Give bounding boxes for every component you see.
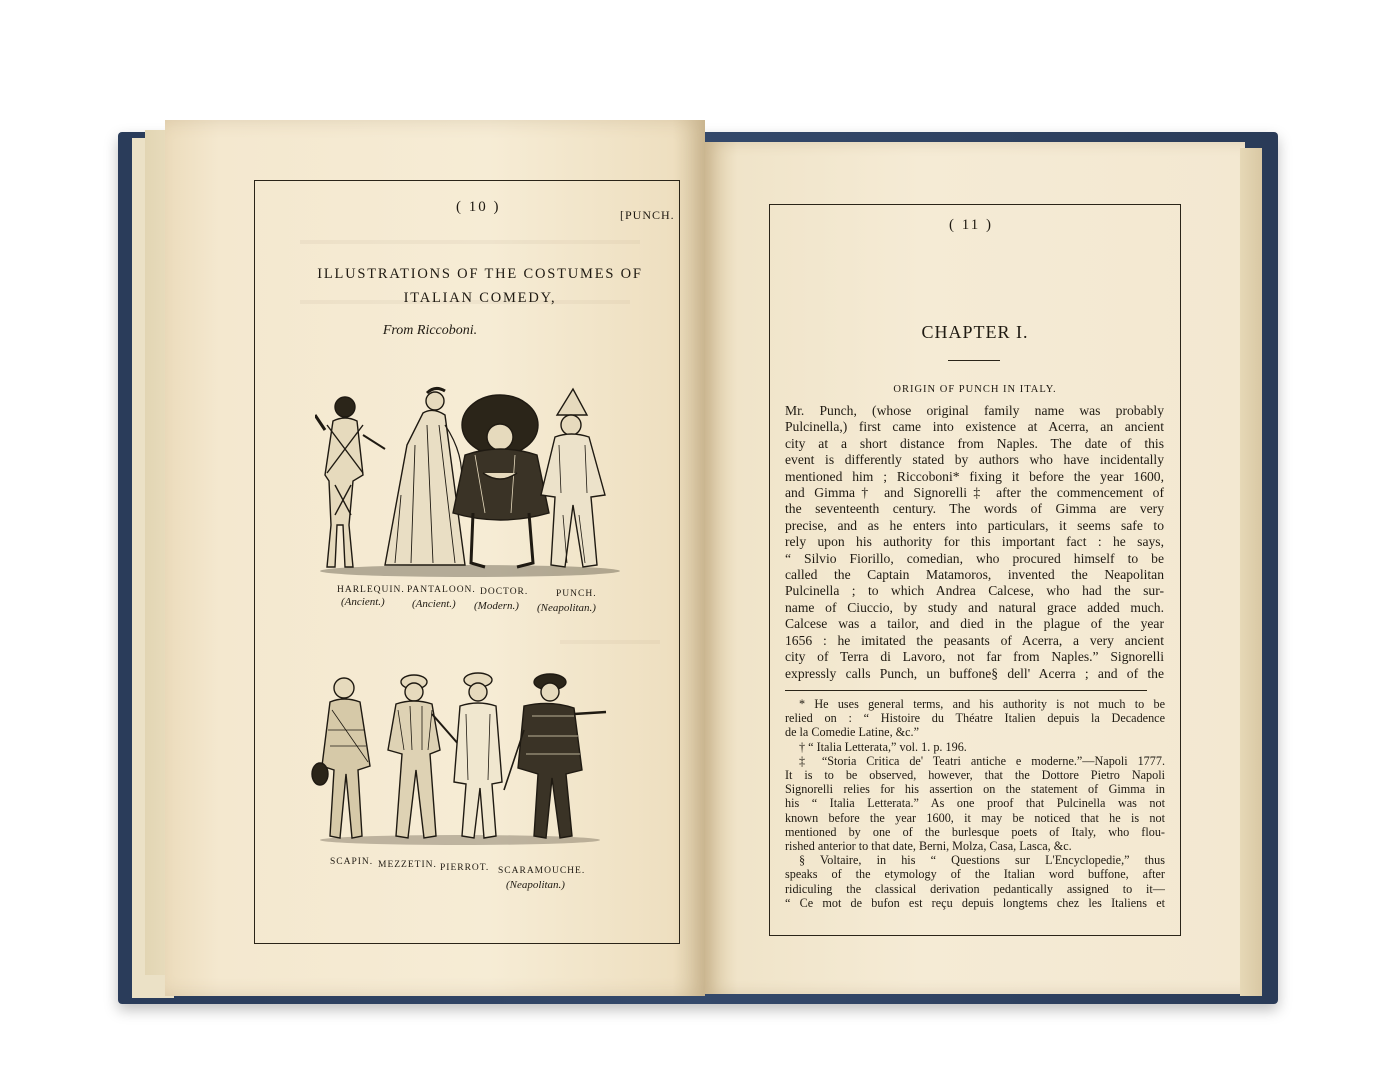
figure-punch	[541, 389, 605, 567]
illustration-title	[300, 262, 660, 310]
page-number-left: ( 10 )	[456, 199, 501, 215]
footnote-line: § Voltaire, in his “ Questions sur L'Encyclopedie,” thus	[799, 853, 1165, 868]
figure-mezzetin	[388, 675, 460, 838]
body-line: precise, and as he enters into particulars, it seems safe to	[785, 517, 1164, 533]
illustration-title-line1: ILLUSTRATIONS OF THE COSTUMES OF	[317, 266, 643, 282]
footnote-line: relied on : “ Histoire du Théatre Italien depuis la Decadence	[785, 711, 1165, 726]
figure-scaramouche	[504, 674, 606, 838]
footnote-line: It is to be observed, however, that the Dottore Pietro Napoli	[785, 768, 1165, 783]
caption-note: (Ancient.)	[341, 596, 385, 608]
illustration-source: From Riccoboni.	[382, 323, 478, 338]
footnote-line: his “ Italia Letterata.” As one proof that Pulcinella was not	[785, 796, 1165, 811]
caption-name: SCAPIN.	[330, 857, 374, 867]
engraving-bottom-row	[310, 670, 615, 850]
caption-name: PUNCH.	[556, 589, 597, 599]
figure-pierrot	[454, 673, 502, 838]
caption-note: (Neapolitan.)	[506, 879, 565, 891]
caption-name: DOCTOR.	[480, 587, 529, 597]
body-line: “ Silvio Fiorillo, comedian, who procured himself to be	[785, 550, 1164, 566]
body-line: city at a short distance from Naples. The date of this	[785, 435, 1164, 451]
body-line: rely upon his authority for this important fact : he says,	[785, 534, 1164, 550]
right-page-stack	[1240, 148, 1262, 996]
footnote-line: ridiculing the classical derivation pedantically assigned to it—	[785, 881, 1165, 896]
caption-name: MEZZETIN.	[378, 860, 437, 870]
figure-scapin	[312, 678, 370, 838]
caption-note: (Modern.)	[474, 600, 519, 612]
engraving-top-row	[315, 385, 625, 580]
body-line: city of Terra di Lavoro, not far from Naples.” Signorelli	[785, 649, 1164, 665]
figure-pantaloon	[385, 388, 465, 565]
caption-note: (Neapolitan.)	[537, 602, 596, 614]
footnote-line: de la Comedie Latine, &c.”	[785, 725, 920, 740]
footnote-line: known before the year 1600, it may be noticed that he is not	[785, 810, 1165, 825]
footnote-line: speaks of the etymology of the Italian word buffone, after	[785, 867, 1165, 882]
body-line: Pulcinella ; to which Andrea Calcese, who had the sur-	[785, 583, 1164, 599]
figure-doctor	[453, 395, 549, 567]
chapter-heading: CHAPTER I.	[921, 322, 1029, 342]
footnote-rule	[785, 690, 1147, 691]
body-line: Calcese was a tailor, and died in the plague of the year	[785, 616, 1164, 632]
body-line: the seventeenth century. The words of Gimma are very	[785, 501, 1164, 517]
footnotes	[785, 697, 1165, 910]
body-line: name of Ciuccio, by study and natural grace added much.	[785, 599, 1164, 615]
illustration-title-line2: ITALIAN COMEDY,	[403, 290, 557, 306]
body-line: and Gimma† and Signorelli‡ after the commencement of	[785, 485, 1164, 501]
footnote-line: mentioned by one of the burlesque poets of Italy, who flou-	[785, 824, 1165, 839]
caption-name: PIERROT.	[440, 863, 490, 873]
footnote-line: * He uses general terms, and his authority is not much to be	[799, 697, 1165, 711]
caption-name: SCARAMOUCHE.	[498, 866, 586, 876]
body-line: called the Captain Matamoros, invented the Neapolitan	[785, 567, 1164, 583]
section-subheading: ORIGIN OF PUNCH IN ITALY.	[893, 384, 1057, 395]
body-line: expressly calls Punch, un buffone§ dell' Acerra ; and of the	[785, 665, 1164, 681]
running-head: [PUNCH.	[620, 208, 675, 222]
footnote-line: ‡ “Storia Critica de' Teatri antiche e moderne.”—Napoli 1777.	[799, 753, 1165, 768]
footnote-line: Signorelli relies for his assertion on the statement of Gimma in	[785, 782, 1165, 797]
chapter-rule	[948, 360, 1000, 361]
body-text	[785, 403, 1164, 682]
page-number-right: ( 11 )	[949, 217, 993, 233]
body-line: Pulcinella,) first came into existence at Acerra, an ancient	[785, 419, 1164, 435]
caption-name: HARLEQUIN.	[337, 585, 405, 595]
body-line: Mr. Punch, (whose original family name was probably	[785, 403, 1164, 418]
caption-name: PANTALOON.	[407, 585, 476, 595]
caption-note: (Ancient.)	[412, 598, 456, 610]
footnote-line: “ Ce mot de bufon est reçu depuis longtems chez les Italiens et	[785, 895, 1165, 910]
body-line: 1656 : he imitated the peasants of Acerra, a very ancient	[785, 632, 1164, 648]
footnote-line: † “ Italia Letterata,” vol. 1. p. 196.	[799, 739, 967, 754]
footnote-line: rished anterior to that date, Berni, Molza, Casa, Lasca, &c.	[785, 839, 1072, 854]
figure-harlequin	[315, 397, 385, 567]
body-line: event is differently stated by authors who have incidentally	[785, 452, 1164, 468]
body-line: mentioned him ; Riccoboni* fixing it before the year 1600,	[785, 468, 1164, 484]
